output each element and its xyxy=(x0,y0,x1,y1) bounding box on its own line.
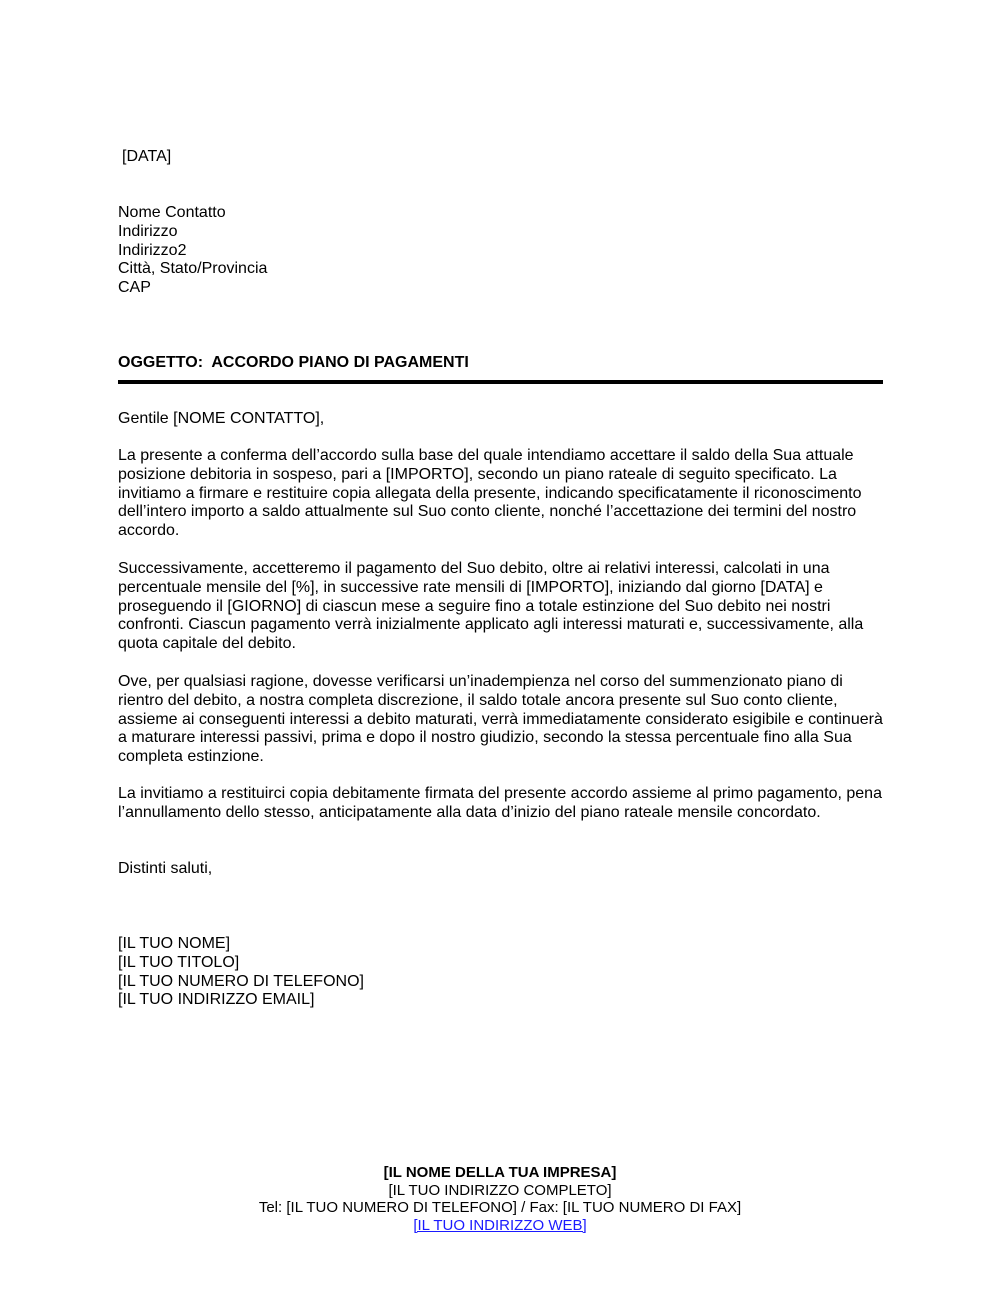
body-paragraph-3: Ove, per qualsiasi ragione, dovesse verificarsi un’inadempienza nel corso del summenzionato piano di rientro del debito, a nostra completa discrezione, il saldo totale ancora presente sul Suo conto cliente, assieme ai conseguenti interessi a debito maturati, verrà immediatamente considerato esigibile e continuerà a maturare interessi passivi, prima e dopo il nostro giudizio, secondo la stessa percentuale fino alla Sua completa estinzione. xyxy=(118,673,883,765)
footer-address: [IL TUO INDIRIZZO COMPLETO] xyxy=(388,1181,612,1199)
recipient-name: Nome Contatto xyxy=(118,204,226,221)
recipient-zip: CAP xyxy=(118,279,151,296)
body-paragraph-1: La presente a conferma dell’accordo sulla base del quale intendiamo accettare il saldo della Sua attuale posizione debitoria in sospeso, pari a [IMPORTO], secondo un piano rateale di seguito specificato. La invitiamo a firmare e restituire copia allegata della presente, indicando specificatamente il riconoscimento dell’intero importo a saldo attualmente sul Suo conto cliente, nonché l’accettazione dei termini del nostro accordo. xyxy=(118,447,862,539)
recipient-address xyxy=(118,204,888,298)
signature-email: [IL TUO INDIRIZZO EMAIL] xyxy=(118,991,315,1009)
subject-divider xyxy=(118,380,883,384)
recipient-address-line-1: Indirizzo xyxy=(118,222,178,240)
signature-phone: [IL TUO NUMERO DI TELEFONO] xyxy=(118,972,364,990)
footer-contact: Tel: [IL TUO NUMERO DI TELEFONO] / Fax: [IL TUO NUMERO DI FAX] xyxy=(258,1199,742,1216)
closing: Distinti saluti, xyxy=(118,860,213,877)
signature-name: [IL TUO NOME] xyxy=(118,935,231,952)
recipient-address-line-2: Indirizzo2 xyxy=(118,241,187,259)
footer-company-name: [IL NOME DELLA TUA IMPRESA] xyxy=(383,1164,617,1181)
signature-title: [IL TUO TITOLO] xyxy=(118,953,240,971)
footer-website-link[interactable]: [IL TUO INDIRIZZO WEB] xyxy=(413,1216,587,1234)
recipient-city-state: Città, Stato/Provincia xyxy=(118,260,268,278)
body-paragraph-4: La invitiamo a restituirci copia debitamente firmata del presente accordo assieme al primo pagamento, pena l’annullamento dello stesso, anticipatamente alla data d’inizio del piano rateale mensile concordato. xyxy=(118,785,882,821)
letter-footer xyxy=(0,1164,1000,1234)
subject-line: OGGETTO: ACCORDO PIANO DI PAGAMENTI xyxy=(118,354,469,371)
body-paragraph-2: Successivamente, accetteremo il pagamento del Suo debito, oltre ai relativi interessi, calcolati in una percentuale mensile del [%], in successive rate mensili di [IMPORTO], iniziando dal giorno [DATA] e proseguendo il [GIORNO] di ciascun mese a seguire fino a totale estinzione del Suo debito nei nostri confronti. Ciascun pagamento verrà inizialmente applicato agli interessi maturati e, successivamente, alla quota capitale del debito. xyxy=(118,560,864,652)
signature-block xyxy=(118,935,888,1010)
greeting: Gentile [NOME CONTATTO], xyxy=(118,410,325,427)
letter-date: [DATA] xyxy=(122,148,172,165)
